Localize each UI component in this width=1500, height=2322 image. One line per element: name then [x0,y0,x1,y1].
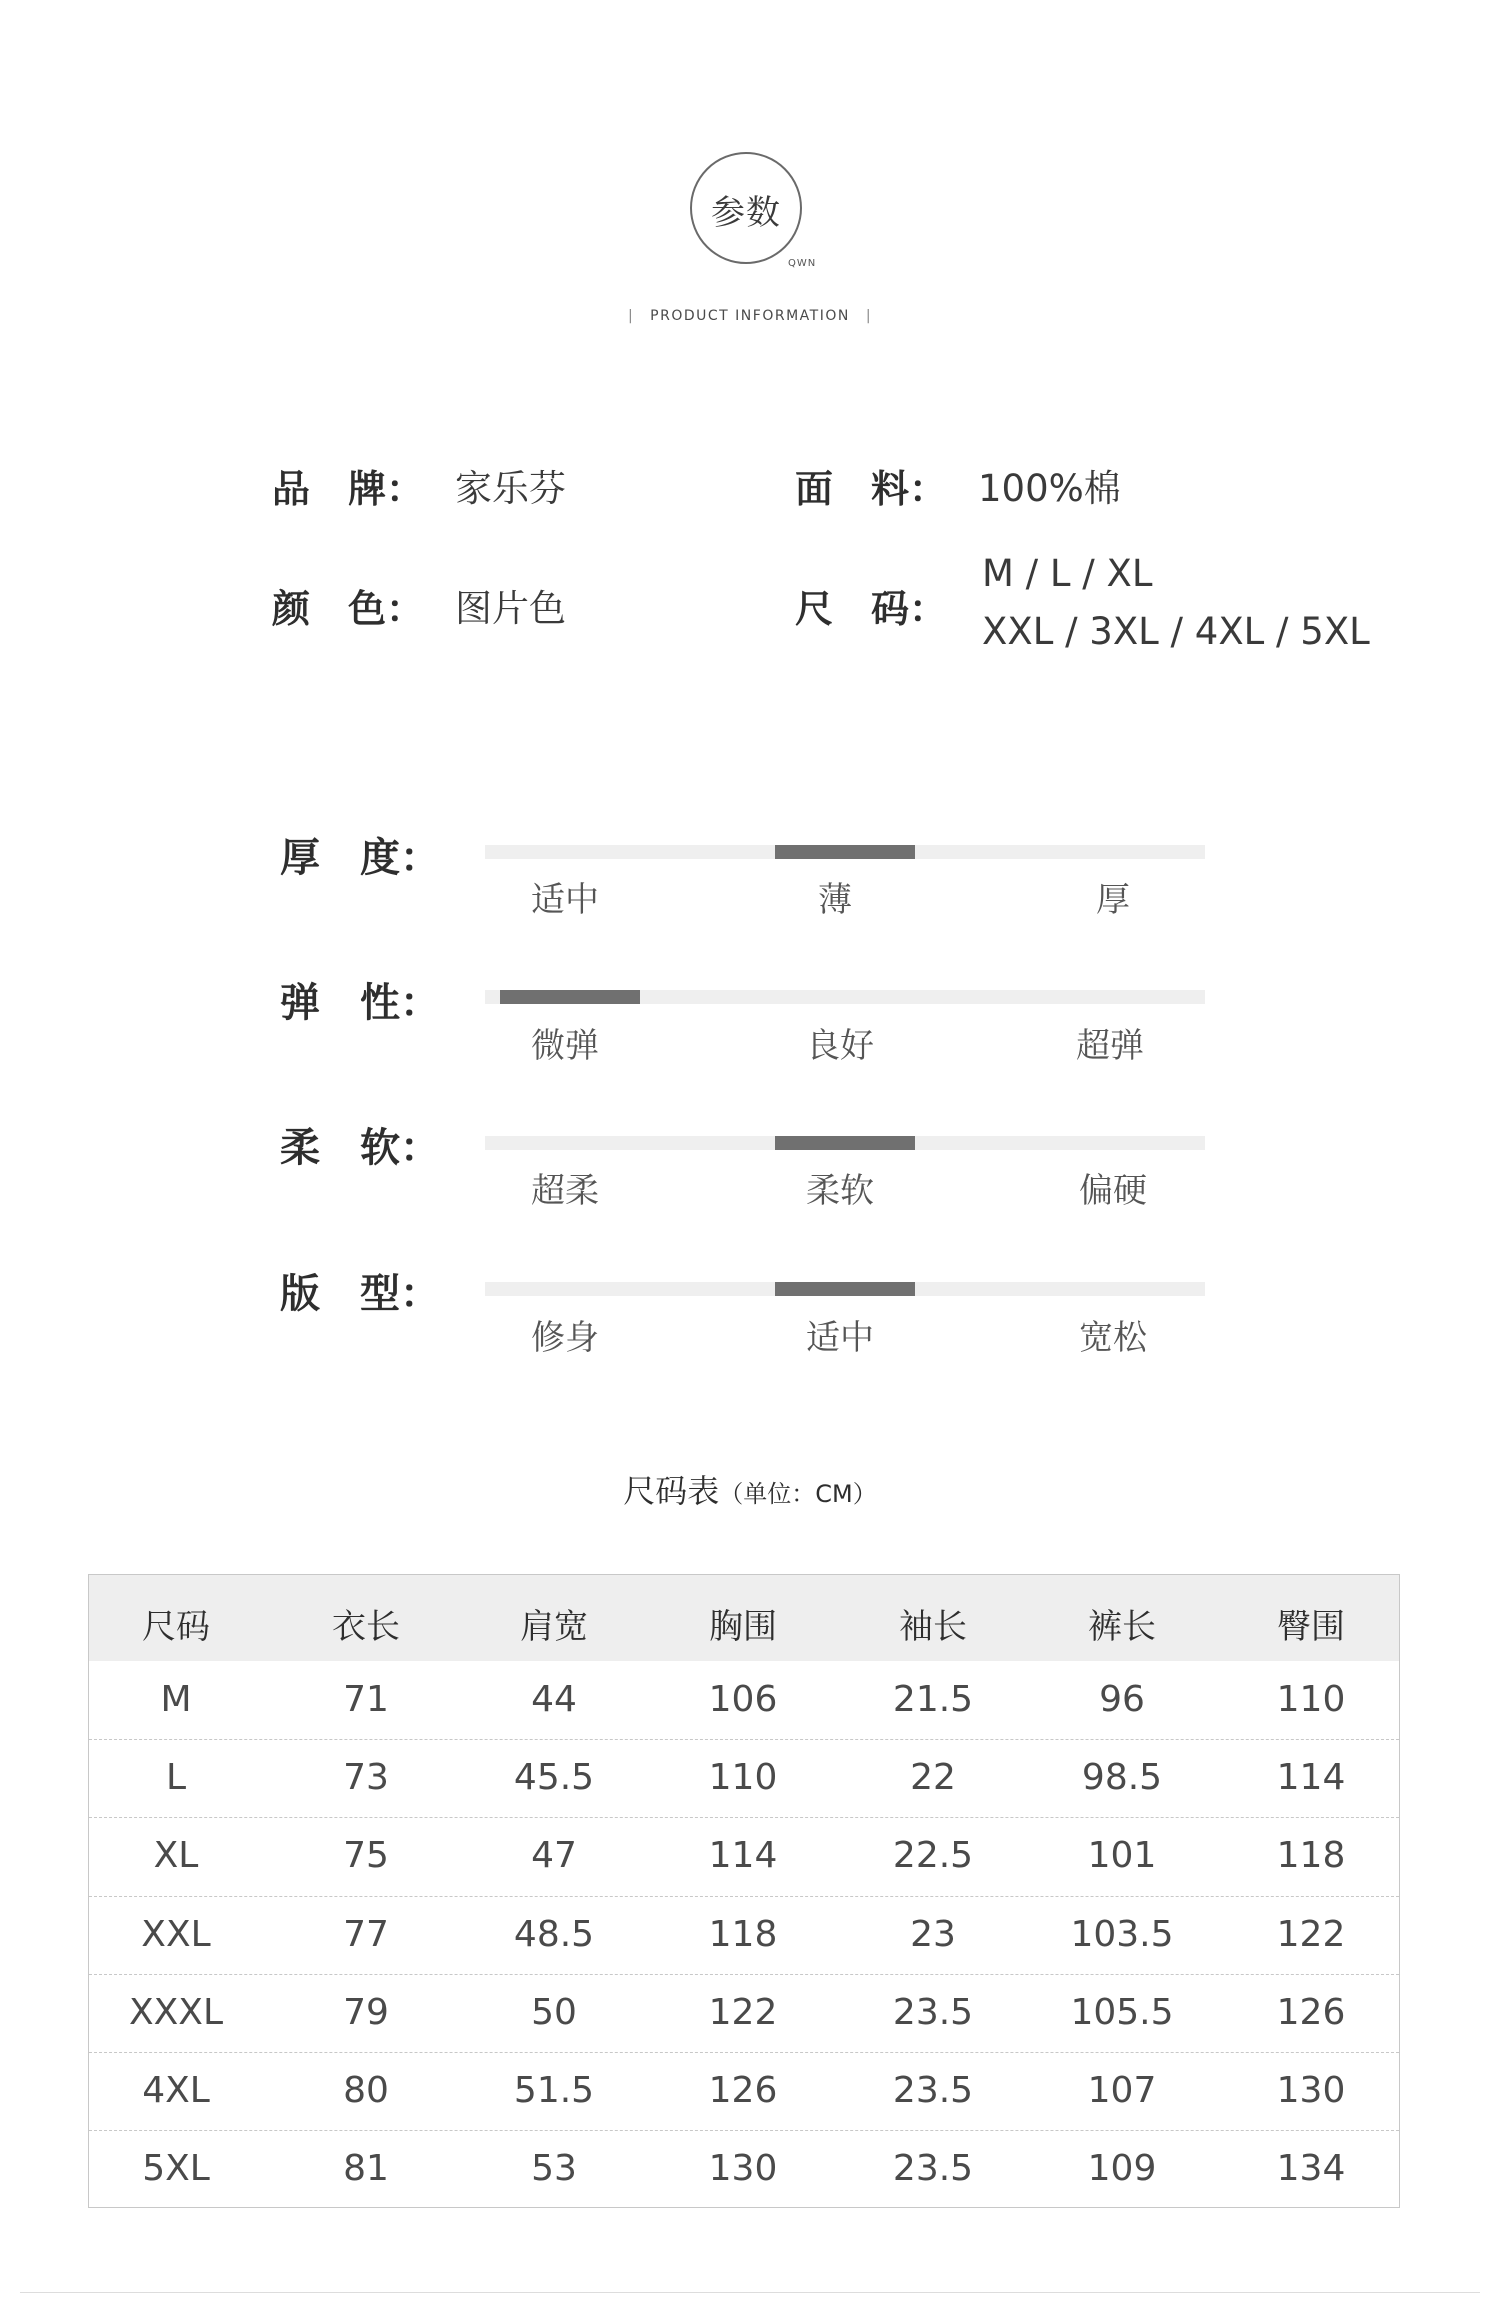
size-table-cell: 71 [343,1679,389,1720]
size-table-row-divider [89,1817,1399,1818]
size-table-cell: 81 [343,2148,389,2190]
size-table-cell: 23.5 [892,1991,974,2033]
size-table-row-divider [89,2052,1399,2053]
section-badge-sub: QWN [788,258,817,269]
size-table-row-divider [89,1739,1399,1740]
attribute-option: 柔软 [806,1171,874,1211]
color-value: 图片色 [455,587,566,630]
size-table-size-cell: 4XL [142,2070,210,2111]
attribute-label: 版 型： [280,1271,440,1317]
size-table-size-cell: XXXL [128,1991,224,2033]
subtitle-bar-left: | [627,308,635,324]
attribute-level-bar [500,990,640,1004]
attribute-track [485,1282,1205,1296]
size-table-cell: 80 [343,2070,389,2111]
size-table-cell: 75 [343,1835,389,1877]
size-table-header-cell: 裤长 [1088,1607,1156,1647]
size-table-cell: 23 [910,1913,956,1955]
size-table-cell: 23.5 [892,2070,974,2111]
size-table-cell: 22.5 [892,1835,974,1877]
size-table-unit: （单位：CM） [719,1480,877,1508]
attribute-option: 超弹 [1076,1026,1144,1066]
size-table-header-row [89,1575,1399,1661]
size-table-cell: 110 [1276,1679,1346,1720]
size-table-header-cell: 袖长 [899,1607,967,1647]
size-table-cell: 130 [708,2148,778,2190]
size-table-cell: 134 [1276,2148,1346,2190]
size-table-header-cell: 胸围 [709,1607,777,1647]
size-table-size-cell: L [165,1757,187,1799]
size-table-size-cell: M [160,1679,192,1720]
size-table-cell: 106 [708,1679,778,1720]
size-table-header-cell: 衣长 [332,1607,400,1647]
size-table-size-cell: XL [153,1835,199,1877]
attribute-option: 薄 [818,880,852,920]
attribute-option: 宽松 [1079,1318,1147,1358]
size-table-cell: 48.5 [513,1913,595,1955]
size-table-cell: 122 [708,1991,778,2033]
attribute-option: 适中 [806,1318,874,1358]
color-label: 颜 色： [272,587,425,631]
attribute-option: 偏硬 [1079,1171,1147,1211]
attribute-option: 良好 [806,1026,874,1066]
size-table-cell: 114 [1276,1757,1346,1799]
attribute-level-bar [775,845,915,859]
size-table-cell: 122 [1276,1913,1346,1955]
bottom-divider [20,2292,1480,2293]
size-table-cell: 79 [343,1991,389,2033]
size-table-row-divider [89,1974,1399,1975]
size-table-row-divider [89,1896,1399,1897]
size-table-cell: 44 [531,1679,577,1720]
size-value-line1: M / L / XL [982,552,1153,595]
size-table-cell: 110 [708,1757,778,1799]
size-table-cell: 98.5 [1081,1757,1163,1799]
size-table-cell: 23.5 [892,2148,974,2190]
attribute-track [485,1136,1205,1150]
attribute-option: 适中 [531,880,599,920]
attribute-label: 弹 性： [280,980,440,1026]
size-table-cell: 21.5 [892,1679,974,1720]
size-table-cell: 114 [708,1835,778,1877]
brand-label: 品 牌： [272,467,425,511]
size-table-header-cell: 臀围 [1277,1607,1345,1647]
size-table-cell: 101 [1087,1835,1157,1877]
attribute-label: 厚 度： [280,835,440,881]
fabric-label: 面 料： [795,467,948,511]
fabric-value: 100%棉 [978,467,1121,510]
size-table-size-cell: XXL [141,1913,211,1955]
attribute-label: 柔 软： [280,1125,440,1171]
attribute-option: 微弹 [531,1026,599,1066]
subtitle-bar-right: | [865,308,873,324]
attribute-level-bar [775,1136,915,1150]
size-table-title [500,1466,1000,1512]
size-table-cell: 107 [1087,2070,1157,2111]
brand-value: 家乐芬 [455,467,566,510]
section-subtitle [560,308,940,324]
size-table-cell: 109 [1087,2148,1157,2190]
size-table-cell: 103.5 [1070,1913,1174,1955]
section-badge-title: 参数 [711,193,781,233]
size-table-cell: 77 [343,1913,389,1955]
size-table-cell: 51.5 [513,2070,595,2111]
size-table-header-cell: 尺码 [142,1607,210,1647]
size-table-cell: 96 [1099,1679,1145,1720]
attribute-level-bar [775,1282,915,1296]
size-table-cell: 53 [531,2148,577,2190]
size-table-cell: 22 [910,1757,956,1799]
attribute-option: 超柔 [531,1171,599,1211]
attribute-track [485,990,1205,1004]
size-table-cell: 45.5 [513,1757,595,1799]
size-table-cell: 73 [343,1757,389,1799]
size-table-cell: 126 [1276,1991,1346,2033]
size-table-cell: 130 [1276,2070,1346,2111]
size-table-cell: 105.5 [1070,1991,1174,2033]
size-table-cell: 118 [1276,1835,1346,1877]
size-table-cell: 126 [708,2070,778,2111]
size-table-title-text: 尺码表 [623,1472,720,1510]
size-table-row-divider [89,2130,1399,2131]
attribute-option: 厚 [1096,880,1130,920]
size-value-line2: XXL / 3XL / 4XL / 5XL [982,610,1370,653]
size-label: 尺 码： [795,587,948,631]
size-table-cell: 50 [531,1991,577,2033]
size-table-cell: 118 [708,1913,778,1955]
size-table [88,1574,1400,2208]
attribute-track [485,845,1205,859]
size-table-header-cell: 肩宽 [520,1607,588,1647]
attribute-option: 修身 [531,1318,599,1358]
size-table-cell: 47 [531,1835,577,1877]
size-table-size-cell: 5XL [142,2148,210,2190]
subtitle-text: PRODUCT INFORMATION [650,308,850,324]
